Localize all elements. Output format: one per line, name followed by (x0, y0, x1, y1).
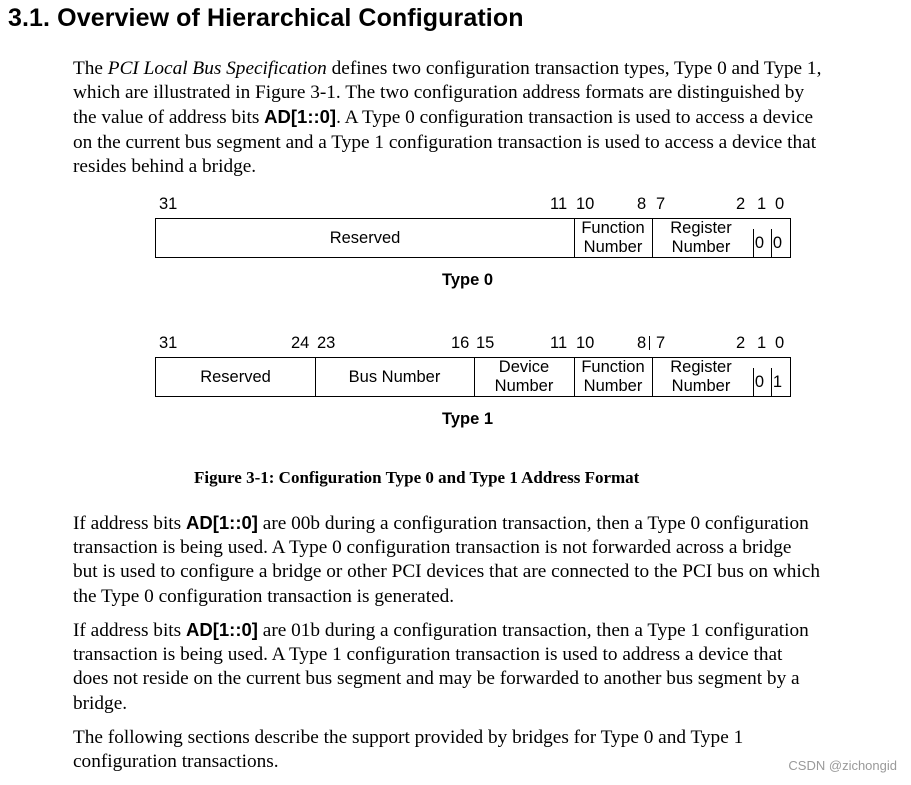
bit-label: 2 (736, 334, 746, 352)
ad0-bit (771, 229, 783, 257)
text: are 00b during a configuration transaction, then a Type 0 configuration (257, 513, 809, 534)
field-label: Number (583, 377, 643, 395)
type1-register (155, 357, 791, 397)
function-number-field (574, 219, 653, 257)
device-number-field (474, 358, 575, 396)
signal-name: AD[1::0] (264, 106, 337, 128)
bus-number-field (315, 358, 475, 396)
signal-name: AD[1::0] (186, 619, 258, 640)
type1-paragraph (73, 618, 873, 716)
bit-label: 10 (576, 334, 595, 352)
bit-label: 7 (656, 195, 666, 213)
ad1-bit (753, 368, 765, 396)
following-paragraph (73, 726, 873, 774)
field-label: Device (498, 358, 550, 376)
field-label: Number (494, 377, 554, 395)
field-label: Function (581, 358, 645, 376)
bit-value: 0 (754, 372, 765, 391)
field-label: Bus Number (348, 367, 441, 386)
text: . A Type 0 configuration transaction is used to access a device (336, 107, 814, 129)
text: The (73, 58, 108, 79)
tick-mark (649, 336, 650, 350)
text: but is used to configure a bridge or other PCI devices that are connected to the PCI bus on which (73, 561, 820, 583)
field-label: Reserved (200, 367, 271, 386)
bit-value: 0 (772, 233, 783, 252)
function-number-field (574, 358, 653, 396)
text: defines two configuration transaction types, Type 0 and Type 1, (326, 58, 822, 79)
bit-label: 7 (656, 334, 666, 352)
field-label: Register (670, 358, 732, 376)
bit-label: 0 (775, 195, 785, 213)
reserved-field (156, 219, 575, 257)
intro-paragraph (73, 57, 873, 179)
type0-label: Type 0 (442, 271, 494, 289)
section-heading (8, 4, 524, 33)
text: are 01b during a configuration transaction, then a Type 1 configuration (257, 620, 809, 641)
text: transaction is being used. A Type 0 configuration transaction is not forwarded across a bridge (73, 537, 792, 559)
section-title: Overview of Hierarchical Configuration (57, 4, 524, 32)
bit-label: 11 (550, 334, 568, 352)
field-label: Reserved (329, 228, 401, 247)
text: the value of address bits (73, 107, 265, 129)
bit-label: 10 (576, 195, 595, 213)
text: transaction is being used. A Type 1 configuration transaction is used to address a device that (73, 644, 783, 666)
field-label: Function (581, 219, 645, 237)
bit-label: 23 (317, 334, 336, 352)
bit-label: 11 (550, 195, 568, 213)
bit-label: 2 (736, 195, 746, 213)
text: configuration transactions. (73, 751, 279, 773)
field-label: Number (671, 238, 731, 256)
bit-label: 8 (637, 195, 647, 213)
text: on the current bus segment and a Type 1 configuration transaction is used to access a device that (73, 131, 817, 153)
bit-label: 16 (451, 334, 470, 352)
text: which are illustrated in Figure 3-1. The two configuration address formats are distinguished by (73, 82, 805, 104)
type1-label: Type 1 (442, 410, 494, 428)
spec-title-italic: PCI Local Bus Specification (107, 58, 327, 79)
type0-paragraph (73, 511, 873, 609)
bit-label: 15 (476, 334, 495, 352)
text: The following sections describe the support provided by bridges for Type 0 and Type 1 (73, 727, 744, 748)
signal-name: AD[1::0] (186, 512, 258, 533)
reserved-field (156, 358, 316, 396)
bit-label: 31 (159, 334, 178, 352)
type0-register (155, 218, 791, 258)
bit-value: 0 (754, 233, 765, 252)
field-label: Register (670, 219, 732, 237)
text: does not reside on the current bus segment and may be forwarded to another bus segment by a (73, 668, 800, 690)
field-label: Number (583, 238, 643, 256)
bit-label: 1 (757, 195, 767, 213)
bit-label: 31 (159, 195, 178, 213)
register-number-field (652, 219, 750, 257)
bit-value: 1 (772, 372, 783, 391)
bit-label: 0 (775, 334, 785, 352)
bit-label: 24 (291, 334, 310, 352)
watermark: CSDN @zichongid (788, 758, 897, 773)
section-number: 3.1. (8, 4, 51, 32)
text: If address bits (73, 620, 186, 641)
bit-label: 8 (637, 334, 647, 352)
text: the Type 0 configuration transaction is generated. (73, 585, 455, 607)
ad0-bit (771, 368, 783, 396)
register-number-field (652, 358, 750, 396)
bit-label: 1 (757, 334, 767, 352)
ad1-bit (753, 229, 765, 257)
field-label: Number (671, 377, 731, 395)
figure-caption: Figure 3-1: Configuration Type 0 and Type 1 Address Format (194, 468, 640, 487)
text: If address bits (73, 513, 186, 534)
text: resides behind a bridge. (73, 155, 257, 177)
text: bridge. (73, 692, 128, 714)
